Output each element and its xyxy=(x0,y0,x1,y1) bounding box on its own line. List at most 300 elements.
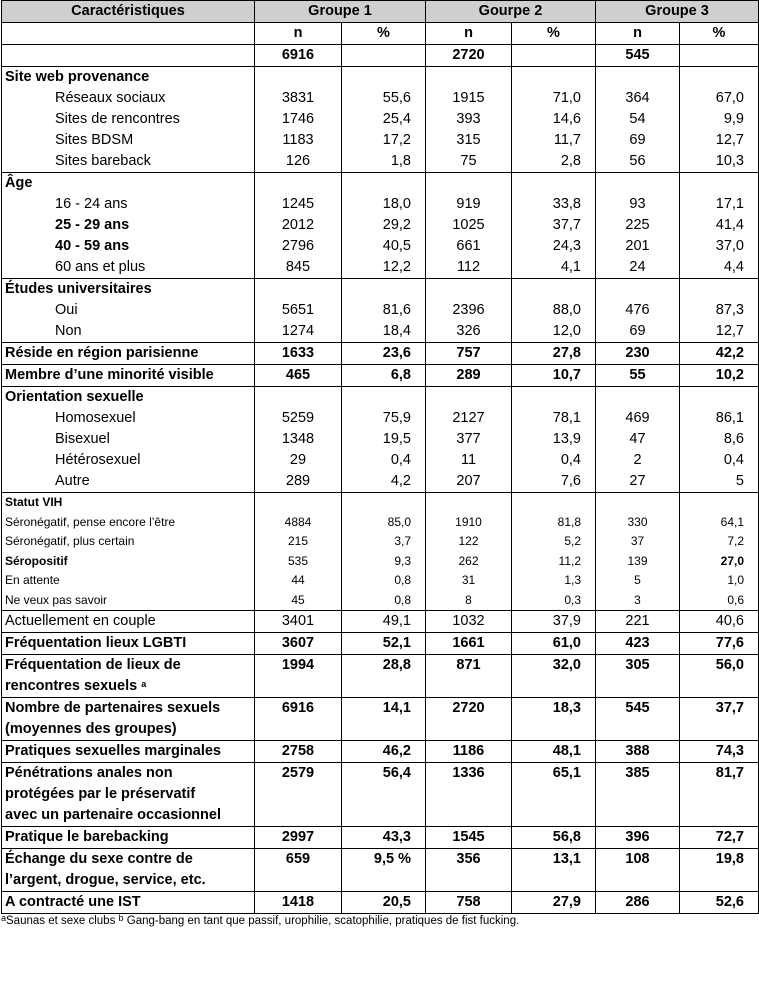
count-cell: 1183 xyxy=(255,130,342,151)
percent-cell: 0,3 xyxy=(512,591,596,611)
count-cell: 45 xyxy=(255,591,342,611)
percent-cell: 10,3 xyxy=(680,151,759,173)
row-label: Réseaux sociaux xyxy=(2,88,255,109)
percent-header: % xyxy=(342,23,426,45)
percent-cell: 14,1 xyxy=(342,698,426,741)
total-cell xyxy=(680,45,759,67)
row-label: Autre xyxy=(2,471,255,493)
row-label: 60 ans et plus xyxy=(2,257,255,279)
count-cell: 364 xyxy=(596,88,680,109)
empty-cell xyxy=(512,676,596,698)
empty-cell xyxy=(512,387,596,409)
percent-cell: 1,8 xyxy=(342,151,426,173)
percent-cell: 19,5 xyxy=(342,429,426,450)
row-label-line: avec un partenaire occasionnel xyxy=(5,807,221,823)
row-label: Pratiques sexuelles marginales xyxy=(2,741,255,763)
row-label-line: protégées par le préservatif xyxy=(5,786,196,802)
row-label-line: (moyennes des groupes) xyxy=(5,721,177,737)
percent-cell: 10,7 xyxy=(512,365,596,387)
table-row xyxy=(2,88,759,109)
table-row xyxy=(2,633,759,655)
percent-cell: 6,8 xyxy=(342,365,426,387)
row-label xyxy=(2,849,255,892)
percent-cell: 46,2 xyxy=(342,741,426,763)
count-cell: 24 xyxy=(596,257,680,279)
totals-row xyxy=(2,45,759,67)
count-cell: 225 xyxy=(596,215,680,236)
percent-cell: 87,3 xyxy=(680,300,759,321)
count-cell: 919 xyxy=(426,194,512,215)
table-row xyxy=(2,849,759,892)
row-label: Bisexuel xyxy=(2,429,255,450)
count-cell: 1994 xyxy=(255,655,342,677)
count-cell: 305 xyxy=(596,655,680,677)
row-label: Réside en région parisienne xyxy=(2,343,255,365)
empty-cell xyxy=(680,279,759,301)
count-cell: 29 xyxy=(255,450,342,471)
empty-cell xyxy=(426,676,512,698)
empty-cell xyxy=(512,67,596,89)
empty-cell xyxy=(512,279,596,301)
table-row xyxy=(2,429,759,450)
count-cell: 37 xyxy=(596,532,680,552)
row-label: Sites de rencontres xyxy=(2,109,255,130)
percent-cell: 13,9 xyxy=(512,429,596,450)
count-cell: 69 xyxy=(596,321,680,343)
count-cell: 396 xyxy=(596,827,680,849)
percent-cell: 74,3 xyxy=(680,741,759,763)
table-row xyxy=(2,655,759,677)
percent-cell: 77,6 xyxy=(680,633,759,655)
count-cell: 69 xyxy=(596,130,680,151)
percent-cell: 0,8 xyxy=(342,591,426,611)
row-label: En attente xyxy=(2,571,255,591)
percent-cell: 37,9 xyxy=(512,611,596,633)
percent-cell: 9,5 % xyxy=(342,849,426,892)
empty-cell xyxy=(680,676,759,698)
footnote-b-marker: b xyxy=(118,913,124,923)
empty-cell xyxy=(342,173,426,195)
table-row xyxy=(2,450,759,471)
count-cell: 289 xyxy=(426,365,512,387)
percent-cell: 88,0 xyxy=(512,300,596,321)
count-cell: 3831 xyxy=(255,88,342,109)
percent-cell: 17,2 xyxy=(342,130,426,151)
row-label: Sites BDSM xyxy=(2,130,255,151)
empty-cell xyxy=(596,279,680,301)
percent-cell: 23,6 xyxy=(342,343,426,365)
total-cell xyxy=(342,45,426,67)
percent-cell: 25,4 xyxy=(342,109,426,130)
percent-cell: 56,0 xyxy=(680,655,759,677)
row-label: Séronégatif, pense encore l’être xyxy=(2,513,255,533)
count-cell: 1274 xyxy=(255,321,342,343)
table-row xyxy=(2,321,759,343)
empty-cell xyxy=(426,173,512,195)
row-label: Ne veux pas savoir xyxy=(2,591,255,611)
empty-cell xyxy=(2,23,255,45)
table-row xyxy=(2,194,759,215)
percent-cell: 12,2 xyxy=(342,257,426,279)
count-cell: 126 xyxy=(255,151,342,173)
table-row xyxy=(2,513,759,533)
count-cell: 845 xyxy=(255,257,342,279)
percent-cell: 4,1 xyxy=(512,257,596,279)
header-group2: Gourpe 2 xyxy=(426,1,596,23)
count-cell: 1633 xyxy=(255,343,342,365)
count-cell: 326 xyxy=(426,321,512,343)
percent-cell: 28,8 xyxy=(342,655,426,677)
percent-cell: 55,6 xyxy=(342,88,426,109)
percent-cell: 27,8 xyxy=(512,343,596,365)
count-cell: 1032 xyxy=(426,611,512,633)
row-label: Oui xyxy=(2,300,255,321)
percent-cell: 12,7 xyxy=(680,130,759,151)
count-cell: 2758 xyxy=(255,741,342,763)
row-label: Fréquentation lieux LGBTI xyxy=(2,633,255,655)
row-label xyxy=(2,698,255,741)
empty-cell xyxy=(680,67,759,89)
row-label-line: Échange du sexe contre de xyxy=(5,851,193,867)
count-cell: 31 xyxy=(426,571,512,591)
count-cell: 201 xyxy=(596,236,680,257)
count-cell: 54 xyxy=(596,109,680,130)
row-label-line: Pénétrations anales non xyxy=(5,765,173,781)
n-header: n xyxy=(426,23,512,45)
percent-cell: 52,6 xyxy=(680,892,759,914)
count-cell: 871 xyxy=(426,655,512,677)
percent-cell: 41,4 xyxy=(680,215,759,236)
table-row xyxy=(2,611,759,633)
table-row xyxy=(2,741,759,763)
empty-cell xyxy=(596,387,680,409)
table-row xyxy=(2,257,759,279)
percent-cell: 27,0 xyxy=(680,552,759,572)
empty-cell xyxy=(426,493,512,513)
empty-cell xyxy=(596,173,680,195)
percent-header: % xyxy=(512,23,596,45)
group-title: Études universitaires xyxy=(2,279,255,301)
percent-cell: 40,6 xyxy=(680,611,759,633)
count-cell: 3 xyxy=(596,591,680,611)
percent-cell: 40,5 xyxy=(342,236,426,257)
count-cell: 393 xyxy=(426,109,512,130)
percent-cell: 4,4 xyxy=(680,257,759,279)
percent-cell: 1,3 xyxy=(512,571,596,591)
group-title: Site web provenance xyxy=(2,67,255,89)
percent-cell: 61,0 xyxy=(512,633,596,655)
count-cell: 2396 xyxy=(426,300,512,321)
percent-cell: 29,2 xyxy=(342,215,426,236)
characteristics-table xyxy=(1,0,759,914)
percent-cell: 56,8 xyxy=(512,827,596,849)
count-cell: 8 xyxy=(426,591,512,611)
count-cell: 545 xyxy=(596,698,680,741)
row-label: 25 - 29 ans xyxy=(2,215,255,236)
empty-cell xyxy=(255,173,342,195)
percent-cell: 4,2 xyxy=(342,471,426,493)
count-cell: 262 xyxy=(426,552,512,572)
empty-cell xyxy=(596,67,680,89)
count-cell: 27 xyxy=(596,471,680,493)
percent-cell: 49,1 xyxy=(342,611,426,633)
count-cell: 44 xyxy=(255,571,342,591)
count-cell: 469 xyxy=(596,408,680,429)
count-cell: 5259 xyxy=(255,408,342,429)
row-label: 16 - 24 ans xyxy=(2,194,255,215)
count-cell: 423 xyxy=(596,633,680,655)
count-cell: 465 xyxy=(255,365,342,387)
percent-cell: 12,0 xyxy=(512,321,596,343)
count-cell: 230 xyxy=(596,343,680,365)
group-title-row xyxy=(2,173,759,195)
header-characteristics: Caractéristiques xyxy=(2,1,255,23)
percent-cell: 8,6 xyxy=(680,429,759,450)
table-row xyxy=(2,236,759,257)
count-cell: 535 xyxy=(255,552,342,572)
header-row xyxy=(2,1,759,23)
empty-cell xyxy=(596,676,680,698)
percent-cell: 18,3 xyxy=(512,698,596,741)
table-row xyxy=(2,763,759,827)
count-cell: 1545 xyxy=(426,827,512,849)
empty-cell xyxy=(342,387,426,409)
empty-cell xyxy=(255,279,342,301)
count-cell: 1910 xyxy=(426,513,512,533)
percent-cell: 37,7 xyxy=(512,215,596,236)
table-row xyxy=(2,471,759,493)
count-cell: 315 xyxy=(426,130,512,151)
percent-cell: 18,4 xyxy=(342,321,426,343)
count-cell: 75 xyxy=(426,151,512,173)
total-cell: 2720 xyxy=(426,45,512,67)
count-cell: 4884 xyxy=(255,513,342,533)
count-cell: 2579 xyxy=(255,763,342,827)
percent-cell: 37,0 xyxy=(680,236,759,257)
empty-cell xyxy=(342,67,426,89)
group-title: Âge xyxy=(2,173,255,195)
group-title-row xyxy=(2,387,759,409)
percent-cell: 20,5 xyxy=(342,892,426,914)
count-cell: 2012 xyxy=(255,215,342,236)
percent-cell: 64,1 xyxy=(680,513,759,533)
count-cell: 2796 xyxy=(255,236,342,257)
row-label: Fréquentation de lieux de xyxy=(2,655,255,677)
count-cell: 1661 xyxy=(426,633,512,655)
empty-cell xyxy=(596,493,680,513)
count-cell: 330 xyxy=(596,513,680,533)
count-cell: 758 xyxy=(426,892,512,914)
percent-cell: 11,2 xyxy=(512,552,596,572)
empty-cell xyxy=(255,67,342,89)
percent-cell: 52,1 xyxy=(342,633,426,655)
percent-cell: 85,0 xyxy=(342,513,426,533)
table-row xyxy=(2,892,759,914)
footnote-a-marker: a xyxy=(1,913,7,923)
count-cell: 356 xyxy=(426,849,512,892)
table-row xyxy=(2,109,759,130)
percent-cell: 37,7 xyxy=(680,698,759,741)
empty-cell xyxy=(342,279,426,301)
group-title-row xyxy=(2,67,759,89)
percent-cell: 17,1 xyxy=(680,194,759,215)
count-cell: 476 xyxy=(596,300,680,321)
empty-cell xyxy=(512,493,596,513)
count-cell: 1746 xyxy=(255,109,342,130)
row-label: Séropositif xyxy=(2,552,255,572)
percent-cell: 43,3 xyxy=(342,827,426,849)
percent-cell: 71,0 xyxy=(512,88,596,109)
row-label: A contracté une IST xyxy=(2,892,255,914)
count-cell: 289 xyxy=(255,471,342,493)
percent-cell: 11,7 xyxy=(512,130,596,151)
table-row xyxy=(2,365,759,387)
count-cell: 6916 xyxy=(255,698,342,741)
count-cell: 221 xyxy=(596,611,680,633)
count-cell: 1186 xyxy=(426,741,512,763)
count-cell: 2720 xyxy=(426,698,512,741)
percent-cell: 9,3 xyxy=(342,552,426,572)
percent-cell: 3,7 xyxy=(342,532,426,552)
group-title: Orientation sexuelle xyxy=(2,387,255,409)
total-cell: 6916 xyxy=(255,45,342,67)
count-cell: 1336 xyxy=(426,763,512,827)
table-row xyxy=(2,343,759,365)
table-row xyxy=(2,151,759,173)
percent-cell: 7,6 xyxy=(512,471,596,493)
table-row xyxy=(2,408,759,429)
percent-cell: 5,2 xyxy=(512,532,596,552)
count-cell: 2127 xyxy=(426,408,512,429)
count-cell: 47 xyxy=(596,429,680,450)
count-cell: 207 xyxy=(426,471,512,493)
count-cell: 2997 xyxy=(255,827,342,849)
percent-cell: 19,8 xyxy=(680,849,759,892)
count-cell: 5651 xyxy=(255,300,342,321)
count-cell: 1245 xyxy=(255,194,342,215)
percent-cell: 75,9 xyxy=(342,408,426,429)
empty-cell xyxy=(426,279,512,301)
count-cell: 757 xyxy=(426,343,512,365)
empty-cell xyxy=(426,67,512,89)
row-label: Membre d’une minorité visible xyxy=(2,365,255,387)
row-label xyxy=(2,763,255,827)
group-title: Statut VIH xyxy=(2,493,255,513)
count-cell: 1915 xyxy=(426,88,512,109)
count-cell: 5 xyxy=(596,571,680,591)
count-cell: 1418 xyxy=(255,892,342,914)
empty-cell xyxy=(255,493,342,513)
table-row xyxy=(2,827,759,849)
table-row xyxy=(2,591,759,611)
row-label xyxy=(2,676,255,698)
count-cell: 56 xyxy=(596,151,680,173)
table-row xyxy=(2,532,759,552)
count-cell: 385 xyxy=(596,763,680,827)
subheader-row xyxy=(2,23,759,45)
percent-header: % xyxy=(680,23,759,45)
row-label: Homosexuel xyxy=(2,408,255,429)
percent-cell: 2,8 xyxy=(512,151,596,173)
percent-cell: 78,1 xyxy=(512,408,596,429)
empty-cell xyxy=(2,45,255,67)
total-cell: 545 xyxy=(596,45,680,67)
total-cell xyxy=(512,45,596,67)
percent-cell: 0,8 xyxy=(342,571,426,591)
percent-cell: 27,9 xyxy=(512,892,596,914)
percent-cell: 9,9 xyxy=(680,109,759,130)
percent-cell: 1,0 xyxy=(680,571,759,591)
percent-cell: 0,4 xyxy=(680,450,759,471)
count-cell: 3401 xyxy=(255,611,342,633)
percent-cell: 5 xyxy=(680,471,759,493)
group-title-row xyxy=(2,493,759,513)
percent-cell: 67,0 xyxy=(680,88,759,109)
percent-cell: 0,6 xyxy=(680,591,759,611)
row-label: 40 - 59 ans xyxy=(2,236,255,257)
row-label-line: l’argent, drogue, service, etc. xyxy=(5,872,206,888)
percent-cell: 33,8 xyxy=(512,194,596,215)
empty-cell xyxy=(680,173,759,195)
percent-cell: 14,6 xyxy=(512,109,596,130)
percent-cell: 81,7 xyxy=(680,763,759,827)
empty-cell xyxy=(255,676,342,698)
empty-cell xyxy=(680,493,759,513)
empty-cell xyxy=(680,387,759,409)
count-cell: 11 xyxy=(426,450,512,471)
table-body xyxy=(2,23,759,914)
n-header: n xyxy=(255,23,342,45)
empty-cell xyxy=(342,493,426,513)
footnote xyxy=(0,915,759,927)
count-cell: 286 xyxy=(596,892,680,914)
count-cell: 661 xyxy=(426,236,512,257)
row-label-line: rencontres sexuels xyxy=(5,678,138,694)
percent-cell: 86,1 xyxy=(680,408,759,429)
table-row xyxy=(2,300,759,321)
percent-cell: 0,4 xyxy=(342,450,426,471)
table-row xyxy=(2,552,759,572)
percent-cell: 72,7 xyxy=(680,827,759,849)
table-row xyxy=(2,130,759,151)
percent-cell: 7,2 xyxy=(680,532,759,552)
count-cell: 215 xyxy=(255,532,342,552)
count-cell: 2 xyxy=(596,450,680,471)
row-label: Pratique le barebacking xyxy=(2,827,255,849)
percent-cell: 32,0 xyxy=(512,655,596,677)
empty-cell xyxy=(512,173,596,195)
footnote-marker: a xyxy=(141,679,147,689)
count-cell: 659 xyxy=(255,849,342,892)
count-cell: 3607 xyxy=(255,633,342,655)
header-group1: Groupe 1 xyxy=(255,1,426,23)
percent-cell: 24,3 xyxy=(512,236,596,257)
n-header: n xyxy=(596,23,680,45)
footnote-a-text: Saunas et sexe clubs xyxy=(6,915,116,927)
count-cell: 108 xyxy=(596,849,680,892)
count-cell: 377 xyxy=(426,429,512,450)
percent-cell: 81,8 xyxy=(512,513,596,533)
count-cell: 1348 xyxy=(255,429,342,450)
table-row xyxy=(2,676,759,698)
table-row xyxy=(2,571,759,591)
count-cell: 388 xyxy=(596,741,680,763)
table-row xyxy=(2,215,759,236)
row-label: Actuellement en couple xyxy=(2,611,255,633)
row-label: Sites bareback xyxy=(2,151,255,173)
empty-cell xyxy=(255,387,342,409)
percent-cell: 12,7 xyxy=(680,321,759,343)
